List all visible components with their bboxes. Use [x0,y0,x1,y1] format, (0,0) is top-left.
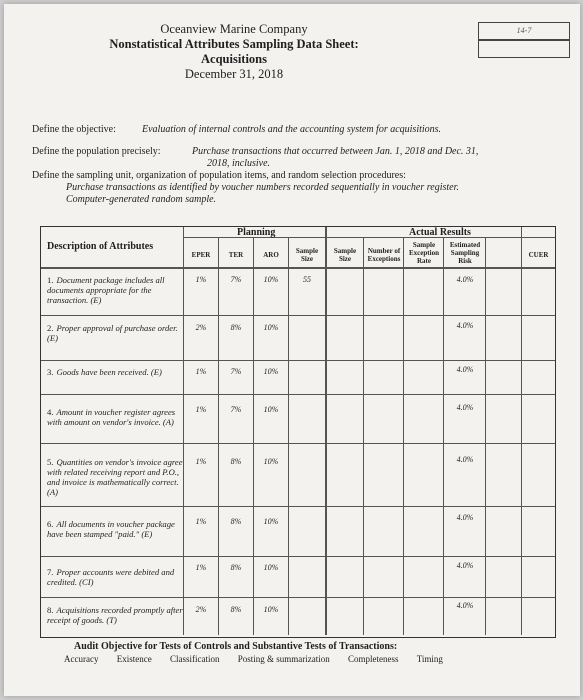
row-1-ter: 7% [230,275,242,284]
audit-item-classification: Classification [169,654,220,664]
row-2-aro: 10% [263,323,279,332]
col-estimated-sampling-risk: Estimated Sampling Risk [449,241,481,265]
row-2-eper: 2% [195,323,207,332]
planning-header: Planning [237,227,276,238]
col-aro: ARO [263,251,279,259]
row-2-sampling-risk: 4.0% [456,321,474,330]
row-6-ter: 8% [230,517,242,526]
row-8-ter: 8% [230,605,242,614]
section-title: Acquisitions [201,52,267,66]
row-1-eper: 1% [195,275,207,284]
attribute-row-8: 8. Acquisitions recorded promptly after receipt of goods. (T) [47,605,183,625]
sheet-date: December 31, 2018 [184,67,284,81]
row-3-sampling-risk: 4.0% [456,365,474,374]
reference-box-blank [478,40,570,58]
population-value-2: 2018, inclusive. [207,158,271,169]
col-actual-sample-size: Sample Size [333,247,357,263]
row-2-ter: 8% [230,323,242,332]
attribute-row-3: 3. Goods have been received. (E) [47,367,162,377]
sampling-unit-value-1: Purchase transactions as identified by voucher numbers recorded sequentially in voucher register. [66,182,459,193]
col-cuer: CUER [528,251,549,259]
data-sheet [4,4,580,696]
row-8-sampling-risk: 4.0% [456,601,474,610]
row-3-eper: 1% [195,367,207,376]
col-eper: EPER [191,251,211,259]
description-header: Description of Attributes [47,241,154,252]
col-sample-size: Sample Size [295,247,319,263]
sheet-title: Nonstatistical Attributes Sampling Data Sheet: [109,37,359,51]
attribute-row-2: 2. Proper approval of purchase order. (E) [47,323,178,343]
row-6-sampling-risk: 4.0% [456,513,474,522]
audit-item-posting: Posting & summarization [237,654,330,664]
audit-objective-title: Audit Objective for Tests of Controls and Substantive Tests of Transactions: [74,641,398,652]
row-7-aro: 10% [263,563,279,572]
attribute-row-7: 7. Proper accounts were debited and credited. (CI) [47,567,175,587]
col-number-of-exceptions: Number of Exceptions [367,247,401,263]
attribute-row-6: 6. All documents in voucher package have been stamped "paid." (E) [47,519,175,539]
objective-label: Define the objective: [32,124,116,135]
audit-item-existence: Existence [116,654,152,664]
attribute-row-4: 4. Amount in voucher register agrees with amount on vendor's invoice. (A) [47,407,176,427]
row-6-eper: 1% [195,517,207,526]
row-8-eper: 2% [195,605,207,614]
audit-item-completeness: Completeness [347,654,399,664]
row-4-eper: 1% [195,405,207,414]
row-3-aro: 10% [263,367,279,376]
col-sample-exception-rate: Sample Exception Rate [409,241,439,265]
col-ter: TER [228,251,244,259]
row-4-ter: 7% [230,405,242,414]
sampling-unit-value-2: Computer-generated random sample. [66,194,217,205]
row-8-aro: 10% [263,605,279,614]
row-4-aro: 10% [263,405,279,414]
objective-value: Evaluation of internal controls and the accounting system for acquisitions. [142,124,442,135]
row-5-eper: 1% [195,457,207,466]
attribute-row-1: 1. Document package includes all documents appropriate for the transaction. (E) [47,275,165,305]
row-3-ter: 7% [230,367,242,376]
reference-box: 14-7 [478,22,570,40]
company-name: Oceanview Marine Company [160,22,308,36]
audit-item-accuracy: Accuracy [64,654,99,664]
actual-results-header: Actual Results [409,227,471,238]
row-7-eper: 1% [195,563,207,572]
row-5-sampling-risk: 4.0% [456,455,474,464]
row-5-ter: 8% [230,457,242,466]
row-7-ter: 8% [230,563,242,572]
row-5-aro: 10% [263,457,279,466]
attributes-table [40,226,556,638]
sampling-unit-label: Define the sampling unit, organization of population items, and random selection procedures: [32,170,406,181]
audit-item-timing: Timing [416,654,443,664]
audit-objective-list [64,654,504,664]
row-6-aro: 10% [263,517,279,526]
row-4-sampling-risk: 4.0% [456,403,474,412]
row-1-sampling-risk: 4.0% [456,275,474,284]
attribute-row-5: 5. Quantities on vendor's invoice agree with related receiving report and P.O., and invoice is mathematically correct. (A) [47,457,183,497]
row-7-sampling-risk: 4.0% [456,561,474,570]
population-value-1: Purchase transactions that occurred between Jan. 1, 2018 and Dec. 31, [192,146,479,157]
row-1-aro: 10% [263,275,279,284]
row-1-sample-size: 55 [303,275,311,284]
population-label: Define the population precisely: [32,146,161,157]
